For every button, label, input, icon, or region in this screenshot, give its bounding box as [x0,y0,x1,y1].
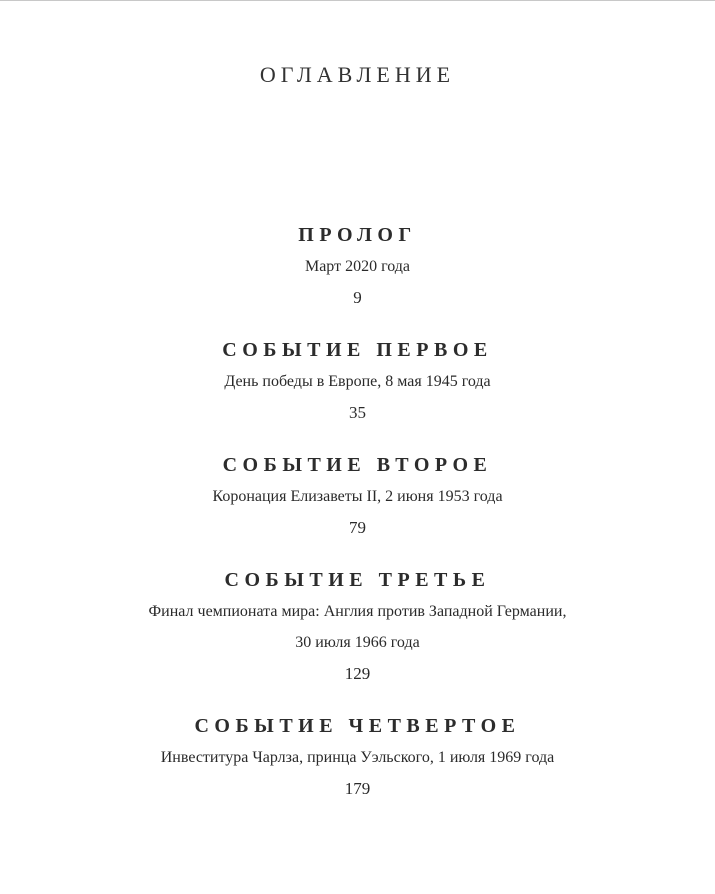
table-of-contents [0,219,715,804]
toc-entry-event-1[interactable] [0,334,715,428]
toc-entry-heading: СОБЫТИЕ ЧЕТВЕРТОЕ [194,715,521,737]
toc-entry-event-3[interactable] [0,564,715,689]
toc-entry-page-number: 35 [349,403,366,422]
top-rule [0,0,715,1]
toc-entry-page-number: 129 [344,664,371,683]
page-title: ОГЛАВЛЕНИЕ [259,62,456,87]
toc-entry-event-2[interactable] [0,449,715,543]
toc-entry-prologue[interactable] [0,219,715,313]
toc-entry-page-number: 79 [349,518,366,537]
toc-entry-subtitle: Инвеститура Чарлза, принца Уэльского, 1 июля 1969 года [160,749,555,766]
toc-entry-heading: СОБЫТИЕ ВТОРОЕ [222,454,493,476]
toc-entry-subtitle: Март 2020 года [304,258,411,275]
toc-entry-subtitle: Коронация Елизаветы II, 2 июня 1953 года [212,488,503,505]
toc-entry-heading: СОБЫТИЕ ПЕРВОЕ [222,339,493,361]
toc-entry-page-number: 179 [344,779,371,798]
toc-entry-heading: СОБЫТИЕ ТРЕТЬЕ [224,569,491,591]
toc-entry-subtitle: Финал чемпионата мира: Англия против Западной Германии, 30 июля 1966 года [148,603,567,651]
toc-entry-subtitle: День победы в Европе, 8 мая 1945 года [224,373,491,390]
toc-entry-page-number: 9 [353,288,362,307]
toc-entry-event-4[interactable] [0,710,715,804]
toc-entry-heading: ПРОЛОГ [298,224,417,246]
